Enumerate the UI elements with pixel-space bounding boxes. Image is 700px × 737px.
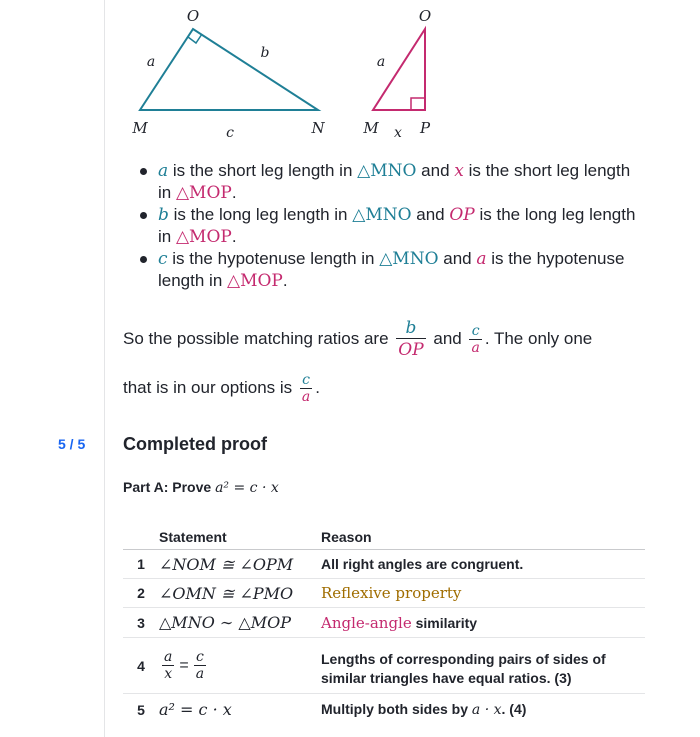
table-row <box>123 638 645 694</box>
list-item <box>136 204 636 248</box>
ratio-c-over-a <box>194 649 206 682</box>
equation: a² = c · x <box>215 480 279 496</box>
header-reason: Reason <box>321 525 645 550</box>
side-label-x: x <box>394 125 402 141</box>
numerator: b <box>405 318 417 338</box>
vertex-label-n: N <box>311 119 325 137</box>
text: . <box>282 271 288 290</box>
numerator: c <box>471 323 480 339</box>
triangle-mno <box>140 29 318 110</box>
list-item <box>136 160 636 204</box>
correspondence-list <box>136 160 636 292</box>
vertex-label-o-left: O <box>186 7 200 25</box>
variable: OP <box>449 205 475 225</box>
statement: ∠NOM ≅ ∠OPM <box>159 550 321 579</box>
triangle-name: △MNO <box>357 161 417 181</box>
statement <box>159 638 321 694</box>
variable: b <box>158 205 169 225</box>
step-number: 1 <box>123 550 159 579</box>
text: is the hypotenuse length in <box>167 249 380 268</box>
vertex-label-o-right: O <box>418 7 432 25</box>
text: . <box>231 227 237 246</box>
bullet-dot <box>140 168 147 175</box>
table-row <box>123 608 645 638</box>
reason-text: similarity <box>411 614 478 631</box>
side-label-b: b <box>260 45 270 61</box>
statement: a² = c · x <box>159 700 232 720</box>
step-number: 2 <box>123 579 159 608</box>
reason-math: a · x <box>471 702 502 719</box>
ratio-b-over-op <box>396 318 425 361</box>
denominator: x <box>164 666 173 682</box>
section-title: Completed proof <box>123 434 267 454</box>
triangle-name: △MOP <box>175 227 232 247</box>
denominator: OP <box>398 340 424 360</box>
step-number: 4 <box>123 638 159 694</box>
table-row <box>123 694 645 726</box>
text: is the long leg length in <box>158 205 636 246</box>
reason: Lengths of corresponding pairs of sides of similar triangles have equal ratios. (3) <box>321 638 645 694</box>
ratio-a-over-x <box>162 649 174 682</box>
side-label-c: c <box>226 125 234 141</box>
statement: △MNO ∼ △MOP <box>159 608 321 638</box>
step-counter: 5 / 5 <box>58 436 86 452</box>
text: . <box>315 377 320 397</box>
content-left-border <box>104 0 105 737</box>
statement: ∠OMN ≅ ∠PMO <box>159 579 321 608</box>
options-paragraph <box>123 372 663 405</box>
table-header-row <box>123 525 645 550</box>
equals-sign: = <box>179 656 189 674</box>
side-label-a-right: a <box>376 54 386 70</box>
part-a-heading <box>123 479 279 496</box>
variable: x <box>454 161 464 181</box>
ratio-c-over-a <box>300 372 312 405</box>
header-statement: Statement <box>159 525 321 550</box>
right-angle-marker <box>411 98 425 110</box>
vertex-label-m-right: M <box>363 119 379 137</box>
bullet-dot <box>140 212 147 219</box>
text: and <box>438 249 477 268</box>
reason-highlight: Angle-angle <box>321 613 412 632</box>
right-angle-marker <box>188 34 202 43</box>
text: is the short leg length in <box>168 161 358 180</box>
reason <box>321 608 645 638</box>
denominator: a <box>471 340 480 356</box>
text: . The only one <box>484 328 593 348</box>
side-label-a-left: a <box>146 54 156 70</box>
variable: a <box>158 161 169 181</box>
numerator: c <box>195 649 204 665</box>
text: So the possible matching ratios are <box>123 328 394 348</box>
variable: c <box>158 249 168 269</box>
triangle-name: △MNO <box>379 249 439 269</box>
reason <box>321 694 645 726</box>
text: and <box>428 328 467 348</box>
matching-ratios-paragraph <box>123 318 663 361</box>
text: is the hypotenuse length in <box>158 249 625 290</box>
triangle-name: △MOP <box>227 271 283 291</box>
proof-table <box>123 525 645 726</box>
step-number: 3 <box>123 608 159 638</box>
table-row <box>123 579 645 608</box>
numerator: a <box>164 649 173 665</box>
text: and <box>416 161 455 180</box>
text: that is in our options is <box>123 377 297 397</box>
header-number <box>123 525 159 550</box>
text: and <box>411 205 450 224</box>
table-row <box>123 550 645 579</box>
triangle-name: △MNO <box>352 205 412 225</box>
ratio-c-over-a <box>469 323 481 356</box>
list-item <box>136 248 636 292</box>
text: is the short leg length in <box>158 161 631 202</box>
reason: All right angles are congruent. <box>321 550 645 579</box>
reason-text: . (4) <box>501 701 527 718</box>
numerator: c <box>302 372 310 388</box>
similar-triangles-diagram <box>118 0 458 145</box>
text: . <box>231 183 237 202</box>
vertex-label-m-left: M <box>132 119 148 137</box>
triangle-name: △MOP <box>175 183 232 203</box>
bullet-dot <box>140 256 147 263</box>
vertex-label-p: P <box>419 119 431 137</box>
denominator: a <box>195 666 205 682</box>
reason: Reflexive property <box>321 579 645 608</box>
variable: a <box>476 249 487 269</box>
denominator: a <box>301 389 311 405</box>
reason-text: Multiply both sides by <box>321 701 472 718</box>
text: Part A: Prove <box>123 479 216 495</box>
step-number: 5 <box>137 701 145 718</box>
text: is the long leg length in <box>168 205 353 224</box>
